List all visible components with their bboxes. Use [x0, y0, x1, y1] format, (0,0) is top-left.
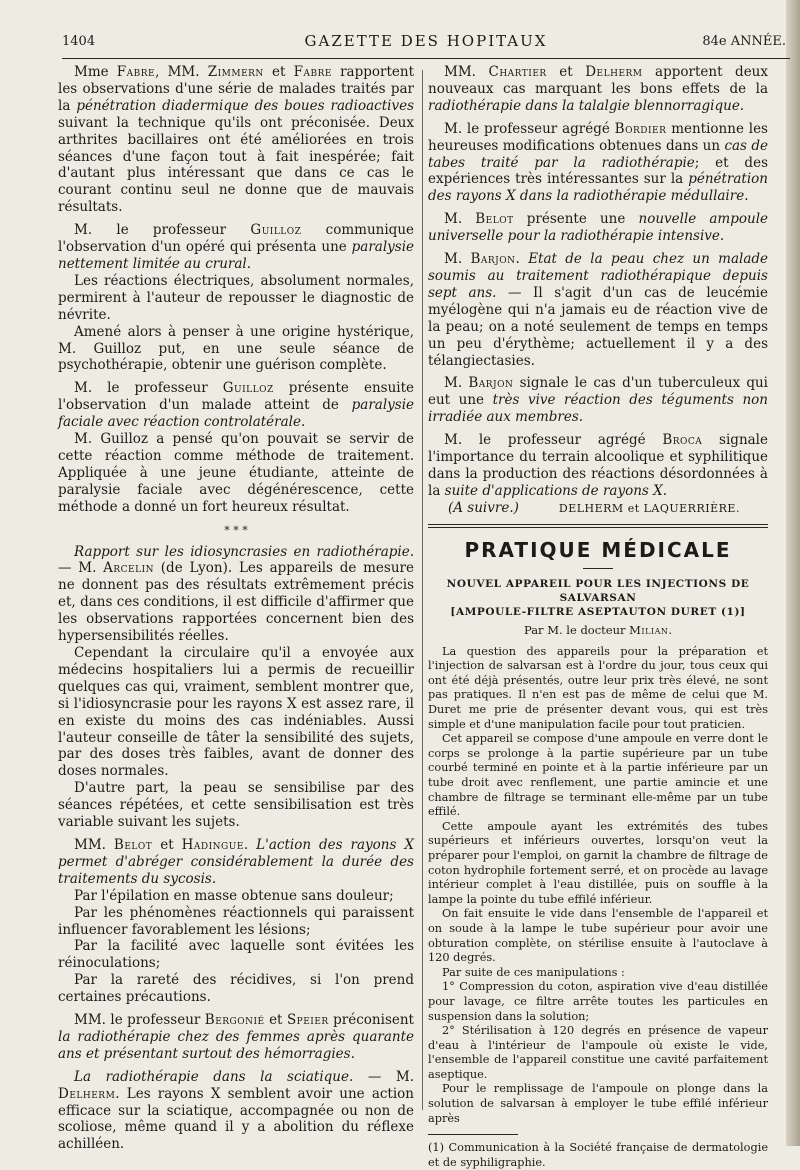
paragraph: Rapport sur les idiosyncrasies en radiothérapie. — M. Arcelin (de Lyon). Les appareils de mesure ne donnent pas des résultats extrêmement précis et, dans ces conditions, il est difficile d'affirmer que les observations rapportées concernent bien des hypersensibilités réelles. [58, 543, 414, 645]
footnote: (1) Communication à la Société française de dermatologie et de syphiligraphie. [428, 1141, 768, 1169]
paragraph: Par les phénomènes réactionnels qui paraissent influencer favorablement les lésions; [58, 904, 414, 938]
paragraph: M. le professeur Guilloz présente ensuite l'observation d'un malade atteint de paralysie faciale avec réaction controlatérale. [58, 380, 414, 431]
title-rule [583, 568, 613, 569]
to-be-continued: (A suivre.) [448, 499, 519, 516]
paragraph: MM. Belot et Hadingue. L'action des rayons X permet d'abréger considérablement la durée des traitements du sycosis. [58, 836, 414, 887]
paragraph: M. Barjon signale le cas d'un tuberculeux qui eut une très vive réaction des téguments non irradiée aux membres. [428, 375, 769, 426]
article-body [428, 645, 768, 1170]
paragraph: M. Belot présente une nouvelle ampoule universelle pour la radiothérapie intensive. [428, 211, 769, 245]
paragraph: M. le professeur agrégé Bordier mentionne les heureuses modifications obtenues dans un cas de tabes traité par la radiothérapie; et des expériences très intéressantes sur la pénétration des rayons X dans la radiothérapie médullaire. [428, 120, 768, 205]
paragraph: D'autre part, la peau se sensibilise par des séances répétées, et cette sensibilisation est très variable suivant les sujets. [58, 780, 414, 831]
journal-title: GAZETTE DES HOPITAUX [304, 32, 548, 50]
signature-line [428, 500, 768, 518]
header-rule [62, 58, 790, 59]
byline: Par M. le docteur Milian. [523, 622, 672, 637]
paragraph: Cependant la circulaire qu'il a envoyée aux médecins hospitaliers lui a permis de recueillir quelques cas qui, vraiment, semblent montrer que, si l'idiosyncrasie pour les rayons X est assez rare, il en existe du moins des cas indéniables. Aussi l'auteur conseille de tâter la sensibilité des sujets, par des doses très faibles, avant de donner des doses normales. [58, 645, 414, 780]
paragraph: Mme Fabre, MM. Zimmern et Fabre rapportent les observations d'une série de malades traités par la pénétration diadermique des boues radioactives suivant la technique qu'ils ont préconisée. Deux arthrites bacillaires ont été améliorées en trois séances d'une façon tout à fait inespérée; fait d'autant plus intéressant que dans ce cas le courant continu seul ne donne que de mauvais résultats. [58, 64, 415, 216]
left-column [58, 64, 414, 1153]
paragraph: On fait ensuite le vide dans l'ensemble de l'appareil et on soude à la lampe le tube supérieur pour avoir une obturation complète, on stérilise ensuite à l'autoclave à 120 degrés. [428, 907, 768, 965]
authors-signature: DELHERM et LAQUERRIÈRE. [558, 501, 740, 515]
section-stars: * * * [224, 523, 248, 537]
page-binding-edge [786, 0, 800, 1146]
volume-year: 84e ANNÉE. [702, 34, 786, 49]
paragraph: Cet appareil se compose d'une ampoule en verre dont le corps se prolonge à la partie supérieure par un tube courbé terminé en pointe et à la partie inférieure par un tube droit avec renflement, une partie amincie et une chambre de filtrage se terminant elle-même par un tube effilé. [428, 732, 768, 819]
column-divider [422, 70, 423, 1110]
paragraph: Les réactions électriques, absolument normales, permirent à l'auteur de repousser le diagnostic de névrite. [58, 272, 414, 323]
section-separator [428, 524, 768, 528]
paragraph: La question des appareils pour la préparation et l'injection de salvarsan est à l'ordre du jour, tous ceux qui ont été déjà présentés, outre leur prix très élevé, ne sont pas pratiques. Il n'en est pas de même de celui que M. Duret me prie de présenter devant vous, qui est très simple et d'une manipulation facile pour tout praticien. [428, 644, 768, 731]
paragraph: M. le professeur agrégé Broca signale l'importance du terrain alcoolique et syphilitique dans la production des réactions désordonnées à la suite d'applications de rayons X. [428, 432, 768, 499]
paragraph: 2° Stérilisation à 120 degrés en présence de vapeur d'eau à l'intérieur de l'ampoule où existe le vide, l'ensemble de l'appareil constitue une cavité parfaitement aseptique. [428, 1024, 768, 1081]
paragraph: Par suite de ces manipulations : [442, 965, 625, 979]
paragraph: La radiothérapie dans la sciatique. — M. Delherm. Les rayons X semblent avoir une action efficace sur la sciatique, accompagnée ou non de scoliose, même quand il y a abolition du réflexe achilléen. [58, 1068, 414, 1153]
paragraph: M. Barjon. Etat de la peau chez un malade soumis au traitement radiothérapique depuis sept ans. — Il s'agit d'un cas de leucémie myélogène qui n'a jamais eu de réaction vive de la peau; on a noté seulement de temps en temps un peu d'érythème; actuellement il y a des télangiectasies. [428, 251, 769, 369]
right-column [428, 64, 768, 1170]
paragraph: MM. le professeur Bergonié et Speier préconisent la radiothérapie chez des femmes après quarante ans et présentant surtout des hémorragies. [58, 1012, 414, 1062]
paragraph: Amené alors à penser à une origine hystérique, M. Guilloz put, en une seule séance de psychothérapie, obtenir une guérison complète. [58, 323, 414, 374]
page-number: 1404 [62, 34, 96, 49]
paragraph: Par l'épilation en masse obtenue sans douleur; [74, 887, 394, 904]
section-title: PRATIQUE MÉDICALE [464, 537, 732, 562]
paragraph: MM. Chartier et Delherm apportent deux nouveaux cas marquant les bons effets de la radiothérapie dans la talalgie blennorragique. [428, 64, 768, 114]
paragraph: 1° Compression du coton, aspiration vive d'eau distillée pour lavage, ce filtre arrête toutes les particules en suspension dans la solution; [428, 980, 768, 1023]
paragraph: Par la facilité avec laquelle sont évitées les réinoculations; [58, 938, 414, 972]
paragraph: M. le professeur Guilloz communique l'observation d'un opéré qui présenta une paralysie nettement limitée au crural. [58, 222, 415, 272]
paragraph: Cette ampoule ayant les extrémités des tubes supérieurs et inférieurs ouvertes, lorsqu'on veut la préparer pour l'emploi, on garnit la chambre de filtrage de coton hydrophile fortement serré, et on procède au lavage intérieur complet à l'eau distillée, puis on souffle à la lampe la pointe du tube effilé inférieur. [428, 819, 768, 906]
article-title: NOUVEL APPAREIL POUR LES INJECTIONS DE SALVARSAN [AMPOULE-FILTRE ASEPTAUTON DURET (1)] [446, 577, 750, 618]
paragraph: Par la rareté des récidives, si l'on prend certaines précautions. [58, 972, 414, 1006]
paragraph: Pour le remplissage de l'ampoule on plonge dans la solution de salvarsan à employer le tube effilé inférieur après [428, 1082, 768, 1125]
footnote-rule [428, 1134, 518, 1135]
paragraph: M. Guilloz a pensé qu'on pouvait se servir de cette réaction comme méthode de traitement. Appliquée à une jeune étudiante, atteinte de paralysie faciale avec dégénérescence, cette méthode a donné un fort heureux résultat. [58, 431, 414, 515]
page-header [62, 32, 790, 54]
